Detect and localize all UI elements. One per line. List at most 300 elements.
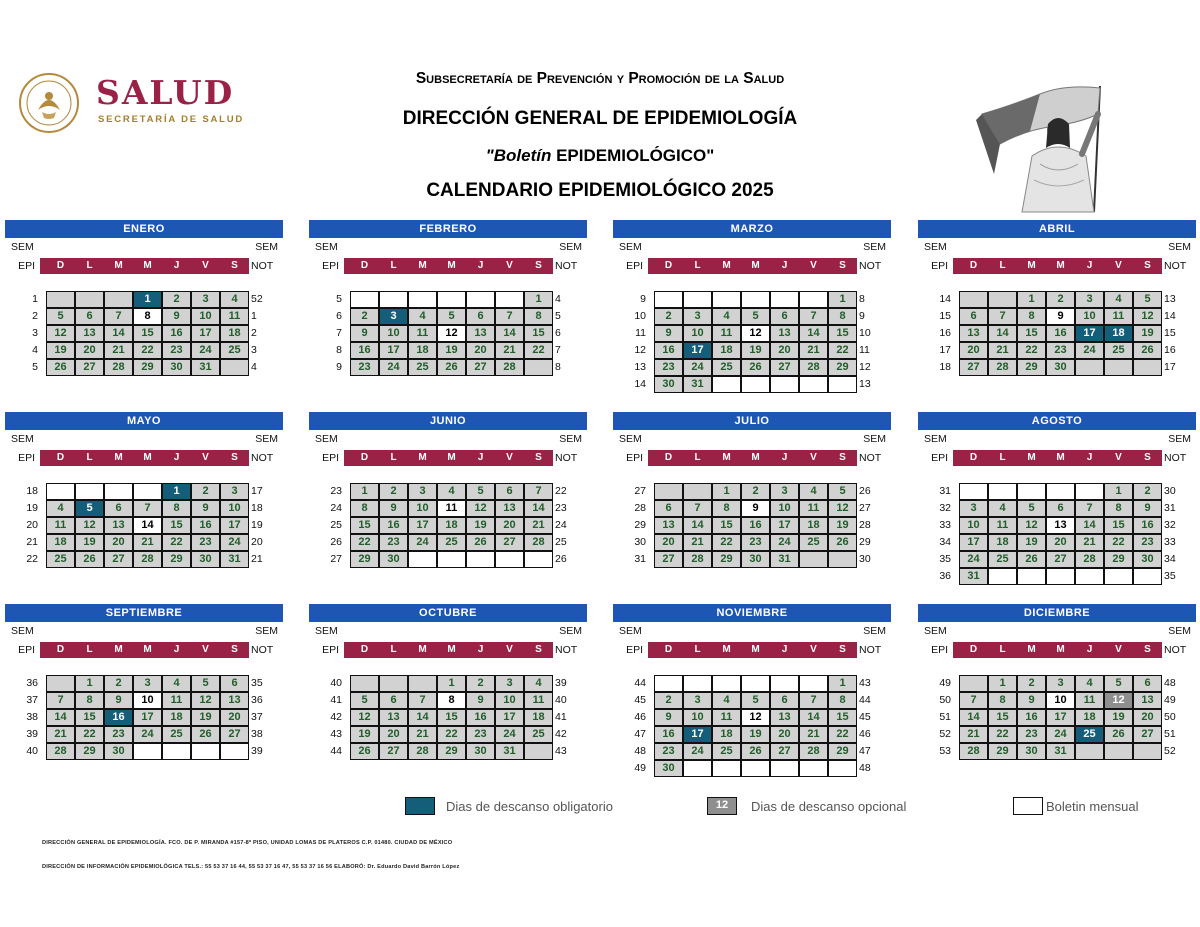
day-cell: 11 — [1075, 692, 1104, 709]
day-cell: 28 — [524, 534, 553, 551]
day-cell: 12 — [437, 325, 466, 342]
not-week-number: 26 — [555, 553, 567, 565]
day-cell: 17 — [133, 709, 162, 726]
weekday-label: M — [1027, 452, 1036, 463]
legend-boletin-label: Boletin mensual — [1046, 799, 1139, 814]
day-cell: 9 — [379, 500, 408, 517]
logo-wordmark: SALUD — [96, 73, 235, 112]
epi-label: EPI — [322, 452, 339, 464]
day-cell: 9 — [741, 500, 770, 517]
weekday-label: M — [418, 260, 427, 271]
weekday-label: V — [1115, 260, 1122, 271]
not-week-number: 34 — [1164, 553, 1176, 565]
weekday-label: D — [56, 644, 65, 655]
day-cell: 5 — [741, 308, 770, 325]
day-cell: 24 — [220, 534, 249, 551]
day-cell: 20 — [770, 342, 799, 359]
day-cell: 6 — [466, 308, 495, 325]
day-cell: 19 — [46, 342, 75, 359]
empty-day-cell — [75, 483, 104, 500]
day-cell: 7 — [683, 500, 712, 517]
epi-week-number: 36 — [939, 570, 951, 582]
weekday-label: D — [664, 644, 673, 655]
epi-week-number: 2 — [32, 310, 38, 322]
day-cell: 30 — [162, 359, 191, 376]
day-cell: 7 — [408, 692, 437, 709]
epi-week-number: 22 — [26, 553, 38, 565]
day-cell: 8 — [75, 692, 104, 709]
not-week-number: 49 — [1164, 694, 1176, 706]
weekday-label: J — [781, 452, 788, 463]
empty-day-cell — [133, 743, 162, 760]
empty-day-cell — [1046, 568, 1075, 585]
empty-day-cell — [683, 760, 712, 777]
empty-day-cell — [654, 483, 683, 500]
day-cell: 15 — [1017, 325, 1046, 342]
epi-week-number: 37 — [26, 694, 38, 706]
day-cell: 24 — [1075, 342, 1104, 359]
day-cell: 2 — [1017, 675, 1046, 692]
epi-week-number: 44 — [634, 677, 646, 689]
day-cell: 2 — [466, 675, 495, 692]
day-cell: 3 — [683, 692, 712, 709]
month-abril — [918, 220, 1196, 404]
day-cell: 14 — [799, 325, 828, 342]
day-cell: 26 — [46, 359, 75, 376]
legend-opcional-label: Dias de descanso opcional — [751, 799, 907, 814]
day-cell: 11 — [799, 500, 828, 517]
weekday-label: M — [447, 452, 456, 463]
day-cell: 4 — [712, 308, 741, 325]
not-week-number: 44 — [859, 694, 871, 706]
legend-obligatorio-label: Dias de descanso obligatorio — [446, 799, 613, 814]
day-cell: 4 — [988, 500, 1017, 517]
not-week-number: 51 — [1164, 728, 1176, 740]
epi-week-number: 41 — [330, 694, 342, 706]
day-cell: 29 — [162, 551, 191, 568]
day-cell: 14 — [46, 709, 75, 726]
day-cell: 23 — [741, 534, 770, 551]
weekday-label: J — [1086, 644, 1093, 655]
epi-week-number: 36 — [26, 677, 38, 689]
empty-day-cell — [799, 376, 828, 393]
empty-day-cell — [1133, 568, 1162, 585]
empty-day-cell — [959, 291, 988, 308]
epi-week-number: 31 — [939, 485, 951, 497]
day-cell: 17 — [220, 517, 249, 534]
day-cell: 21 — [683, 534, 712, 551]
weekday-label: L — [694, 644, 701, 655]
day-cell: 17 — [1046, 709, 1075, 726]
day-cell: 3 — [770, 483, 799, 500]
day-cell: 30 — [379, 551, 408, 568]
empty-day-cell — [350, 291, 379, 308]
day-cell: 4 — [220, 291, 249, 308]
day-cell: 24 — [683, 743, 712, 760]
weekday-label: V — [202, 452, 209, 463]
day-cell: 15 — [988, 709, 1017, 726]
day-cell: 14 — [408, 709, 437, 726]
empty-day-cell — [46, 291, 75, 308]
day-cell: 19 — [741, 726, 770, 743]
empty-day-cell — [1133, 743, 1162, 760]
day-cell: 28 — [104, 359, 133, 376]
month-title: NOVIEMBRE — [613, 604, 891, 622]
day-cell: 29 — [75, 743, 104, 760]
day-cell: 19 — [741, 342, 770, 359]
empty-day-cell — [654, 291, 683, 308]
day-cell: 1 — [133, 291, 162, 308]
day-cell: 23 — [466, 726, 495, 743]
epi-week-number: 35 — [939, 553, 951, 565]
epi-week-number: 49 — [939, 677, 951, 689]
day-cell: 2 — [191, 483, 220, 500]
day-cell: 25 — [1075, 726, 1104, 743]
epi-week-number: 43 — [330, 728, 342, 740]
month-marzo — [613, 220, 891, 404]
day-cell: 11 — [408, 325, 437, 342]
weekday-label: J — [1086, 260, 1093, 271]
day-cell: 29 — [828, 743, 857, 760]
weekday-label: S — [535, 644, 542, 655]
weekday-label: V — [810, 452, 817, 463]
day-cell: 21 — [46, 726, 75, 743]
day-cell: 25 — [524, 726, 553, 743]
day-cell: 27 — [75, 359, 104, 376]
weekday-label: M — [143, 260, 152, 271]
day-cell: 5 — [466, 483, 495, 500]
day-cell: 29 — [828, 359, 857, 376]
day-cell: 11 — [46, 517, 75, 534]
not-week-number: 42 — [555, 728, 567, 740]
weekday-label: D — [360, 644, 369, 655]
day-cell: 28 — [988, 359, 1017, 376]
day-cell: 18 — [524, 709, 553, 726]
day-cell: 10 — [1075, 308, 1104, 325]
empty-day-cell — [712, 376, 741, 393]
day-cell: 16 — [1133, 517, 1162, 534]
weekday-label: J — [477, 260, 484, 271]
epi-week-number: 10 — [634, 310, 646, 322]
day-cell: 11 — [712, 709, 741, 726]
day-cell: 2 — [654, 308, 683, 325]
month-title: AGOSTO — [918, 412, 1196, 430]
day-cell: 28 — [799, 359, 828, 376]
weekday-label: V — [1115, 452, 1122, 463]
day-cell: 17 — [959, 534, 988, 551]
epi-week-number: 26 — [330, 536, 342, 548]
weekday-label: V — [202, 260, 209, 271]
day-cell: 21 — [104, 342, 133, 359]
day-cell: 8 — [828, 308, 857, 325]
weekday-label: M — [143, 644, 152, 655]
epi-label: EPI — [18, 644, 35, 656]
day-cell: 19 — [191, 709, 220, 726]
day-cell: 17 — [408, 517, 437, 534]
day-cell: 9 — [104, 692, 133, 709]
day-cell: 16 — [1046, 325, 1075, 342]
day-cell: 18 — [1104, 325, 1133, 342]
empty-day-cell — [104, 483, 133, 500]
day-cell: 9 — [654, 709, 683, 726]
empty-day-cell — [712, 675, 741, 692]
weekday-label: S — [839, 260, 846, 271]
empty-day-cell — [654, 675, 683, 692]
day-cell: 15 — [1104, 517, 1133, 534]
day-cell: 15 — [350, 517, 379, 534]
day-cell: 5 — [1017, 500, 1046, 517]
day-cell: 4 — [437, 483, 466, 500]
day-cell: 23 — [1046, 342, 1075, 359]
day-cell: 20 — [654, 534, 683, 551]
day-cell: 23 — [654, 743, 683, 760]
month-title: SEPTIEMBRE — [5, 604, 283, 622]
day-cell: 26 — [828, 534, 857, 551]
empty-day-cell — [437, 291, 466, 308]
day-cell: 8 — [712, 500, 741, 517]
day-cell: 9 — [466, 692, 495, 709]
day-cell: 1 — [828, 675, 857, 692]
day-cell: 11 — [437, 500, 466, 517]
day-cell: 19 — [75, 534, 104, 551]
day-cell: 22 — [712, 534, 741, 551]
day-cell: 5 — [1104, 675, 1133, 692]
day-cell: 18 — [408, 342, 437, 359]
month-title: FEBRERO — [309, 220, 587, 238]
not-week-number: 45 — [859, 711, 871, 723]
weekday-label: M — [114, 260, 123, 271]
empty-day-cell — [437, 551, 466, 568]
day-cell: 5 — [350, 692, 379, 709]
day-cell: 5 — [46, 308, 75, 325]
day-cell: 7 — [524, 483, 553, 500]
day-cell: 16 — [466, 709, 495, 726]
weekday-label: M — [418, 452, 427, 463]
day-cell: 7 — [133, 500, 162, 517]
day-cell: 1 — [350, 483, 379, 500]
day-cell: 14 — [133, 517, 162, 534]
day-cell: 15 — [828, 325, 857, 342]
day-cell: 28 — [46, 743, 75, 760]
empty-day-cell — [46, 483, 75, 500]
empty-day-cell — [741, 675, 770, 692]
day-cell: 9 — [1017, 692, 1046, 709]
day-cell: 31 — [191, 359, 220, 376]
weekday-label: M — [447, 644, 456, 655]
weekday-label: V — [810, 644, 817, 655]
not-week-number: 13 — [1164, 293, 1176, 305]
day-cell: 18 — [162, 709, 191, 726]
day-cell: 8 — [350, 500, 379, 517]
empty-day-cell — [712, 760, 741, 777]
day-cell: 22 — [1017, 342, 1046, 359]
day-cell: 8 — [828, 692, 857, 709]
not-week-number: 1 — [251, 310, 257, 322]
empty-day-cell — [988, 483, 1017, 500]
not-week-number: 41 — [555, 711, 567, 723]
day-cell: 25 — [162, 726, 191, 743]
not-week-number: 15 — [1164, 327, 1176, 339]
day-cell: 11 — [162, 692, 191, 709]
not-week-number: 4 — [251, 361, 257, 373]
not-week-number: 21 — [251, 553, 263, 565]
day-cell: 2 — [1133, 483, 1162, 500]
day-cell: 2 — [1046, 291, 1075, 308]
day-cell: 8 — [1104, 500, 1133, 517]
day-cell: 22 — [75, 726, 104, 743]
epi-label: EPI — [626, 452, 643, 464]
day-cell: 15 — [437, 709, 466, 726]
day-cell: 29 — [437, 743, 466, 760]
day-cell: 25 — [988, 551, 1017, 568]
empty-day-cell — [799, 675, 828, 692]
not-label: NOT — [859, 644, 882, 656]
day-cell: 29 — [350, 551, 379, 568]
day-cell: 23 — [104, 726, 133, 743]
day-cell: 18 — [712, 342, 741, 359]
day-cell: 6 — [104, 500, 133, 517]
epi-week-number: 52 — [939, 728, 951, 740]
not-week-number: 26 — [859, 485, 871, 497]
not-week-number: 52 — [1164, 745, 1176, 757]
weekday-label: S — [1144, 452, 1151, 463]
day-cell: 22 — [988, 726, 1017, 743]
empty-day-cell — [1075, 743, 1104, 760]
day-cell: 3 — [959, 500, 988, 517]
day-cell: 5 — [437, 308, 466, 325]
day-cell: 7 — [495, 308, 524, 325]
day-cell: 26 — [1017, 551, 1046, 568]
day-cell: 28 — [495, 359, 524, 376]
month-junio — [309, 412, 587, 596]
epi-label: EPI — [18, 260, 35, 272]
day-cell: 27 — [959, 359, 988, 376]
day-cell: 6 — [220, 675, 249, 692]
day-cell: 24 — [683, 359, 712, 376]
epi-week-number: 12 — [634, 344, 646, 356]
day-cell: 16 — [654, 342, 683, 359]
day-cell: 13 — [1133, 692, 1162, 709]
not-week-number: 36 — [251, 694, 263, 706]
day-cell: 8 — [1017, 308, 1046, 325]
day-cell: 24 — [959, 551, 988, 568]
epi-week-number: 14 — [939, 293, 951, 305]
day-cell: 5 — [191, 675, 220, 692]
day-cell: 12 — [1133, 308, 1162, 325]
weekday-label: L — [694, 260, 701, 271]
day-cell: 8 — [162, 500, 191, 517]
day-cell: 22 — [437, 726, 466, 743]
empty-day-cell — [524, 359, 553, 376]
day-cell: 16 — [379, 517, 408, 534]
day-cell: 17 — [191, 325, 220, 342]
not-week-number: 20 — [251, 536, 263, 548]
not-label: NOT — [1164, 260, 1187, 272]
day-cell: 20 — [466, 342, 495, 359]
empty-day-cell — [959, 483, 988, 500]
weekday-label: M — [1027, 644, 1036, 655]
sem-label-right: SEM — [559, 433, 582, 445]
weekday-label: D — [969, 644, 978, 655]
day-cell: 29 — [1017, 359, 1046, 376]
day-cell: 4 — [408, 308, 437, 325]
day-cell: 21 — [524, 517, 553, 534]
month-mayo — [5, 412, 283, 596]
sem-label-right: SEM — [255, 625, 278, 637]
day-cell: 26 — [1104, 726, 1133, 743]
day-cell: 4 — [46, 500, 75, 517]
month-title: JUNIO — [309, 412, 587, 430]
weekday-label: L — [390, 260, 397, 271]
not-week-number: 5 — [555, 310, 561, 322]
not-week-number: 48 — [859, 762, 871, 774]
day-cell: 19 — [350, 726, 379, 743]
day-cell: 20 — [1046, 534, 1075, 551]
epi-week-number: 27 — [330, 553, 342, 565]
day-cell: 3 — [1075, 291, 1104, 308]
epi-week-number: 27 — [634, 485, 646, 497]
month-title: OCTUBRE — [309, 604, 587, 622]
not-week-number: 2 — [251, 327, 257, 339]
day-cell: 1 — [162, 483, 191, 500]
empty-day-cell — [1075, 568, 1104, 585]
salud-logo — [18, 72, 258, 134]
day-cell: 30 — [1133, 551, 1162, 568]
day-cell: 3 — [408, 483, 437, 500]
day-cell: 20 — [104, 534, 133, 551]
weekday-label: V — [810, 260, 817, 271]
empty-day-cell — [683, 291, 712, 308]
weekday-label: S — [1144, 644, 1151, 655]
day-cell: 6 — [654, 500, 683, 517]
day-cell: 1 — [712, 483, 741, 500]
day-cell: 14 — [799, 709, 828, 726]
day-cell: 26 — [350, 743, 379, 760]
empty-day-cell — [741, 760, 770, 777]
day-cell: 25 — [1104, 342, 1133, 359]
empty-day-cell — [959, 675, 988, 692]
empty-day-cell — [770, 291, 799, 308]
not-week-number: 19 — [251, 519, 263, 531]
boletin-rest: EPIDEMIOLÓGICO" — [551, 146, 715, 165]
weekday-label: L — [999, 260, 1006, 271]
not-week-number: 4 — [555, 293, 561, 305]
epi-week-number: 31 — [634, 553, 646, 565]
sem-label-left: SEM — [619, 625, 642, 637]
day-cell: 1 — [1104, 483, 1133, 500]
empty-day-cell — [379, 291, 408, 308]
epi-week-number: 13 — [634, 361, 646, 373]
day-cell: 6 — [1046, 500, 1075, 517]
epi-week-number: 23 — [330, 485, 342, 497]
sem-label-left: SEM — [315, 241, 338, 253]
day-cell: 20 — [1133, 709, 1162, 726]
epi-week-number: 28 — [634, 502, 646, 514]
epi-week-number: 20 — [26, 519, 38, 531]
legend-obligatorio-swatch — [405, 797, 435, 815]
day-cell: 2 — [654, 692, 683, 709]
weekday-label: D — [969, 260, 978, 271]
day-cell: 14 — [104, 325, 133, 342]
epi-week-number: 46 — [634, 711, 646, 723]
empty-day-cell — [75, 291, 104, 308]
weekday-label: J — [477, 644, 484, 655]
day-cell: 3 — [495, 675, 524, 692]
sem-label-left: SEM — [924, 241, 947, 253]
weekday-label: S — [231, 644, 238, 655]
epi-label: EPI — [18, 452, 35, 464]
day-cell: 10 — [408, 500, 437, 517]
